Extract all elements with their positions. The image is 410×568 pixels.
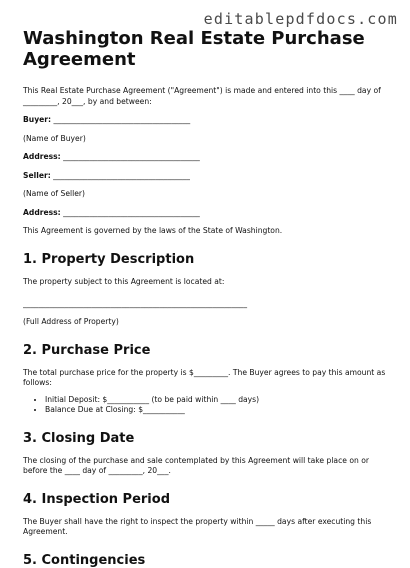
intro-paragraph: This Real Estate Purchase Agreement ("Agreement") is made and entered into this ____ day of _________, 20___, by and between: xyxy=(23,86,381,106)
section-heading-inspection: 4. Inspection Period xyxy=(23,491,170,507)
buyer-blank: ____________________________________ xyxy=(51,115,191,124)
seller-address-field xyxy=(23,208,393,219)
section-heading-contingencies: 5. Contingencies xyxy=(23,552,146,568)
payment-list xyxy=(23,395,393,416)
governing-law-text: This Agreement is governed by the laws of the State of Washington. xyxy=(23,226,283,235)
buyer-label: Buyer: xyxy=(23,115,52,124)
seller-address-label: Address: xyxy=(23,207,61,217)
price-text: The total purchase price for the property is $_________. The Buyer agrees to pay this amount as follows: xyxy=(23,367,386,387)
property-address-blank: ___________________________________________________________ xyxy=(23,299,248,308)
section-heading-price: 2. Purchase Price xyxy=(23,342,151,358)
property-text: The property subject to this Agreement is located at: xyxy=(23,276,225,286)
buyer-name-caption: (Name of Buyer) xyxy=(23,133,86,143)
document-body xyxy=(23,28,393,568)
payment-item-balance: • Balance Due at Closing: $___________ xyxy=(45,405,393,416)
seller-label: Seller: xyxy=(23,170,51,180)
payment-item-deposit: • Initial Deposit: $___________ (to be paid within ____ days) xyxy=(45,395,393,406)
seller-address-blank: ____________________________________ xyxy=(60,207,200,217)
buyer-address-blank: ____________________________________ xyxy=(60,152,200,161)
buyer-field xyxy=(23,115,393,126)
property-address-caption: (Full Address of Property) xyxy=(23,317,119,326)
inspection-text: The Buyer shall have the right to inspect the property within _____ days after executing this Agreement. xyxy=(23,516,372,536)
watermark: editablepdfdocs.com xyxy=(203,10,398,28)
buyer-address-field xyxy=(23,152,393,163)
section-heading-closing: 3. Closing Date xyxy=(23,430,135,446)
buyer-address-label: Address: xyxy=(23,152,61,161)
seller-field xyxy=(23,171,393,182)
section-heading-property: 1. Property Description xyxy=(23,251,195,267)
seller-blank: ____________________________________ xyxy=(50,170,190,180)
closing-text: The closing of the purchase and sale contemplated by this Agreement will take place on or before the ____ day of _________, 20___. xyxy=(23,455,369,475)
document-title: Washington Real Estate Purchase Agreement xyxy=(23,28,365,70)
seller-name-caption: (Name of Seller) xyxy=(23,189,85,198)
